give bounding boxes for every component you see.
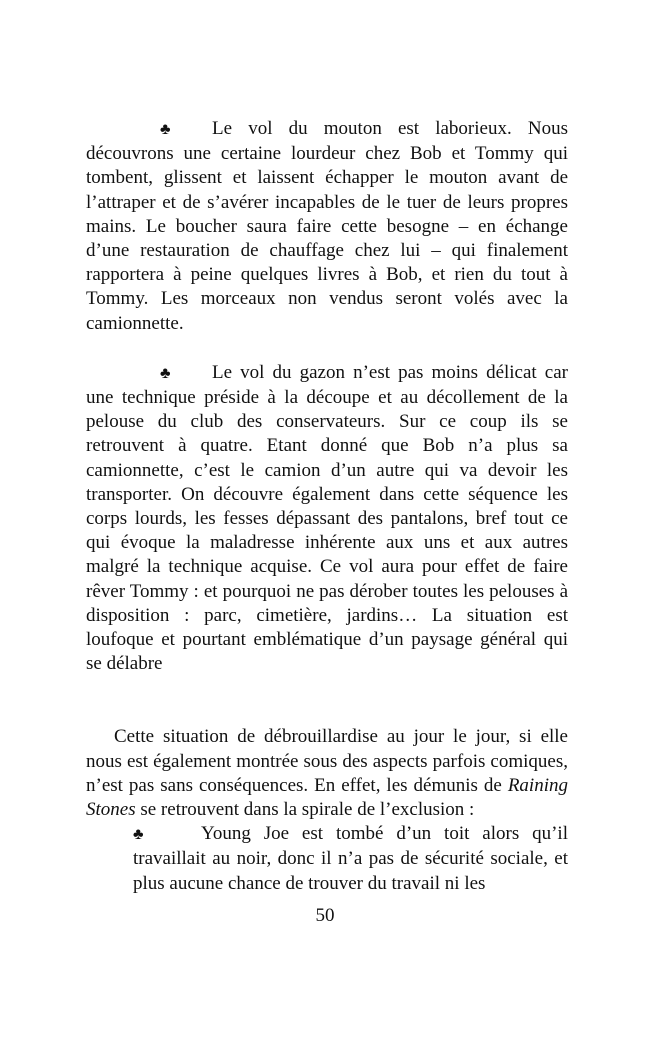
page-number: 50 <box>315 905 335 926</box>
club-bullet-icon: ♣ <box>133 826 144 844</box>
paragraph-text: Le vol du mouton est laborieux. Nous découvrons une certaine lourdeur chez Bob et Tommy qui tombent, glissent et laissent échapper le mouton avant de l’attraper et de s’avérer incapables de le tuer de leurs propres mains. Le boucher saura faire cette besogne – en échange d’une restauration de chauffage chez lui – qui finalement rapportera à peine quelques livres à Bob, et rien du tout à Tommy. Les morceaux non vendus seront volés avec la camionnette. <box>86 118 568 334</box>
paragraph-exclusion-intro <box>86 725 568 822</box>
page-body <box>86 117 568 896</box>
paragraph-text: Le vol du gazon n’est pas moins délicat car une technique préside à la découpe et au décollement de la pelouse du club des conservateurs. Sur ce coup ils se retrouvent à quatre. Etant donné que Bob n’a plus sa camionnette, c’est le camion d’un autre qui va devoir les transporter. On découvre également dans cette séquence les corps lourds, les fesses dépassant des pantalons, bref tout ce qui évoque la maladresse inhérente aux uns et aux autres malgré la technique acquise. Ce vol aura pour effet de faire rêver Tommy : et pourquoi ne pas dérober toutes les pelouses à disposition : parc, cimetière, jardins… La situation est loufoque et pourtant emblématique d’un paysage général qui se délabre <box>86 361 568 675</box>
paragraph-lawn-theft <box>86 361 568 677</box>
club-bullet-icon: ♣ <box>160 364 171 382</box>
paragraph-young-joe <box>133 822 568 896</box>
paragraph-text-after: se retrouvent dans la spirale de l’exclusion : <box>135 799 475 821</box>
club-bullet-icon: ♣ <box>160 121 171 138</box>
paragraph-text-before: Cette situation de débrouillardise au jour le jour, si elle nous est également montrée sous des aspects parfois comiques, n’est pas sans conséquences. En effet, les démunis de <box>86 726 568 796</box>
paragraph-text: Young Joe est tombé d’un toit alors qu’il travaillait au noir, donc il n’a pas de sécurité sociale, et plus aucune chance de trouver du travail ni les <box>133 823 568 894</box>
film-title: Raining Stones <box>86 774 568 821</box>
paragraph-sheep-theft <box>86 117 568 336</box>
